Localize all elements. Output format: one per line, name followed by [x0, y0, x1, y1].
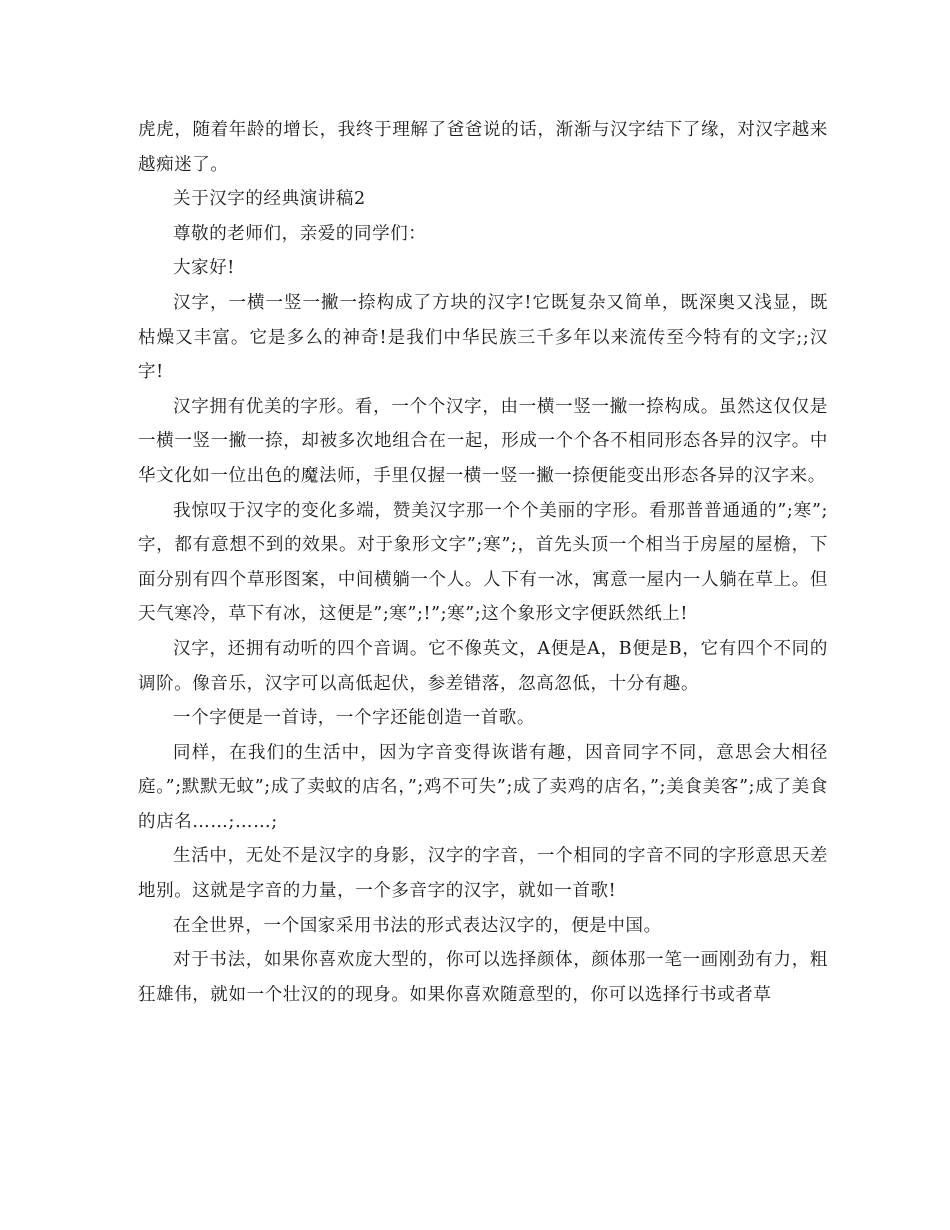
- paragraph: 我惊叹于汉字的变化多端，赞美汉字那一个个美丽的字形。看那普普通通的”;寒”;字，都有意想不到的效果。对于象形文字”;寒”;，首先头顶一个相当于房屋的屋檐，下面分别有四个草形图案，中间横躺一个人。人下有一冰，寓意一屋内一人躺在草上。但天气寒冷，草下有冰，这便是”;寒”;!”;寒”;这个象形文字便跃然纸上!: [138, 500, 828, 625]
- paragraph: 汉字，还拥有动听的四个音调。它不像英文，A便是A，B便是B，它有四个不同的调阶。像音乐，汉字可以高低起伏，参差错落，忽高忽低，十分有趣。: [138, 638, 828, 694]
- paragraph: 一个字便是一首诗，一个字还能创造一首歌。: [173, 708, 535, 729]
- paragraph: 对于书法，如果你喜欢庞大型的，你可以选择颜体，颜体那一笔一画刚劲有力，粗狂雄伟，就如一个壮汉的的现身。如果你喜欢随意型的，你可以选择行书或者草: [138, 950, 828, 1005]
- paragraph: 同样，在我们的生活中，因为字音变得诙谐有趣，因音同字不同，意思会大相径庭。”;默默无蚊”;成了卖蚊的店名，”;鸡不可失”;成了卖鸡的店名，”;美食美客”;成了美食的店名……;……;: [138, 742, 828, 832]
- paragraph: 汉字拥有优美的字形。看，一个个汉字，由一横一竖一撇一捺构成。虽然这仅仅是一横一竖一撇一捺，却被多次地组合在一起，形成一个个各不相同形态各异的汉字。中华文化如一位出色的魔法师，手里仅握一横一竖一撇一捺便能变出形态各异的汉字来。: [138, 396, 828, 486]
- paragraph: 汉字，一横一竖一撇一捺构成了方块的汉字!它既复杂又简单，既深奥又浅显，既枯燥又丰富。它是多么的神奇!是我们中华民族三千多年以来流传至今特有的文字;;汉字!: [138, 292, 828, 383]
- paragraph: 在全世界，一个国家采用书法的形式表达汉字的，便是中国。: [173, 915, 662, 936]
- paragraph-continuation: 虎虎，随着年龄的增长，我终于理解了爸爸说的话，渐渐与汉字结下了缘，对汉字越来越痴迷了。: [138, 120, 828, 175]
- greeting: 大家好!: [173, 258, 235, 279]
- paragraph: 生活中，无处不是汉字的身影，汉字的字音，一个相同的字音不同的字形意思天差地别。这就是字音的力量，一个多音字的汉字，就如一首歌!: [138, 846, 828, 902]
- document-body: [138, 113, 828, 1012]
- section-title: 关于汉字的经典演讲稿2: [173, 189, 366, 210]
- salutation: 尊敬的老师们，亲爱的同学们：: [173, 223, 427, 244]
